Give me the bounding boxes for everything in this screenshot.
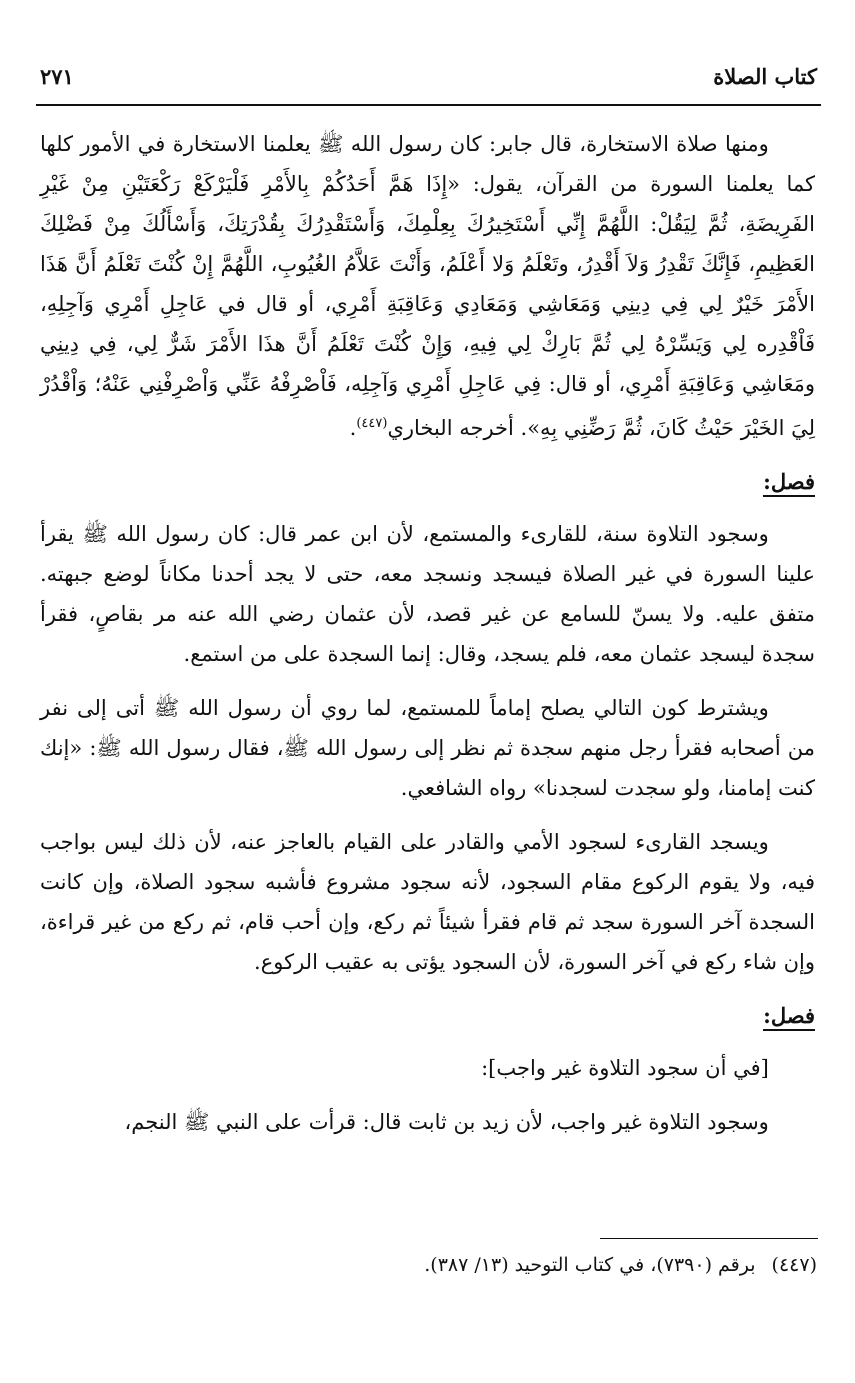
book-title: كتاب الصلاة: [713, 63, 817, 89]
paragraph-tilawa-3: ويسجد القارىء لسجود الأمي والقادر على القيام بالعاجز عنه، لأن ذلك ليس بواجب فيه، ولا يقوم الركوع مقام السجود، لأنه سجود مشروع فأشبه سجود الصلاة، وإن كانت السجدة آخر السورة سجد ثم قام فقرأ شيئاً ثم ركع، وإن أحب قام، ثم ركع من غير قراءة، وإن شاء ركع في آخر السورة، لأن السجود يؤتى به عقيب الركوع.: [40, 830, 815, 974]
paragraph-wajib: وسجود التلاوة غير واجب، لأن زيد بن ثابت قال: قرأت على النبي ﷺ النجم،: [124, 1110, 769, 1134]
main-text: [40, 124, 815, 1142]
header-rule: [36, 104, 821, 106]
footnote-number: (٤٤٧): [771, 1254, 817, 1276]
page-number: ٢٧١: [40, 63, 74, 89]
section-heading-fasl: فصل:: [40, 462, 815, 502]
section-heading-fasl: فصل:: [40, 996, 815, 1036]
footnote-reference: (٤٤٧): [356, 416, 388, 431]
footnote-text: برقم (٧٣٩٠)، في كتاب التوحيد (١٣/ ٣٨٧).: [424, 1254, 756, 1276]
paragraph-tilawa-1: وسجود التلاوة سنة، للقارىء والمستمع، لأن ابن عمر قال: كان رسول الله ﷺ يقرأ علينا السورة في غير الصلاة فيسجد ونسجد معه، حتى لا يجد أحدنا مكاناً لوضع جبهته. متفق عليه. ولا يسنّ للسامع عن غير قصد، لأن عثمان رضي الله عنه مر بقاصٍ، فقرأ سجدة ليسجد عثمان معه، فلم يسجد، وقال: إنما السجدة على من استمع.: [40, 522, 815, 666]
subheading: [في أن سجود التلاوة غير واجب]:: [481, 1056, 769, 1080]
footnote-rule: [600, 1238, 818, 1239]
paragraph-tilawa-2: ويشترط كون التالي يصلح إماماً للمستمع، لما روي أن رسول الله ﷺ أتى إلى نفر من أصحابه فقرأ رجل منهم سجدة ثم نظر إلى رسول الله ﷺ، فقال رسول الله ﷺ: «إنك كنت إمامنا، ولو سجدت لسجدنا» رواه الشافعي.: [40, 696, 815, 800]
running-header: [40, 56, 817, 96]
paragraph-istikhara: ومنها صلاة الاستخارة، قال جابر: كان رسول الله ﷺ يعلمنا الاستخارة في الأمور كلها كما يعلمنا السورة من القرآن، يقول: «إِذَا هَمَّ أَحَدُكُمْ بِالأَمْرِ فَلْيَرْكَعْ رَكْعَتَيْنِ مِنْ غَيْرِ الفَرِيضَةِ، ثُمَّ لِيَقُلْ: اللَّهُمَّ إِنِّي أَسْتَخِيرُكَ بِعِلْمِكَ، وَأَسْتَقْدِرُكَ بِقُدْرَتِكَ، وَأَسْأَلُكَ مِنْ فَضْلِكَ العَظِيمِ، فَإِنَّكَ تَقْدِرُ وَلاَ أَقْدِرُ، وتَعْلَمُ وَلا أَعْلَمُ، وَأَنْتَ عَلاَّمُ الغُيُوبِ، اللَّهُمَّ إِنْ كُنْتَ تَعْلَمُ أَنَّ هَذَا الأَمْرَ خَيْرٌ لِي فِي دِينِي وَمَعَاشِي وَمَعَادِي وَعَاقِبَةِ أَمْرِي، أو قال في عَاجِلِ أَمْرِي وَآجِلِهِ، فَاْقْدِره لِي وَيَسِّرْهُ لِي ثُمَّ بَارِكْ لِي فِيهِ، وَإِنْ كُنْتَ تَعْلَمُ أَنَّ هذَا الأَمْرَ شَرٌّ لِي، فِي دِينِي ومَعَاشِي وَعَاقِبَةِ أَمْرِي، أو قال: فِي عَاجِلِ أَمْرِي وَآجِلِه، فَاْصْرِفْهُ عَنِّي وَاْصْرِفْنِي عَنْهُ؛ وَاْقْدُرْ لِيَ الخَيْرَ حَيْثُ كَانَ، ثُمَّ رَضِّنِي بِهِ». أخرجه البخاري$^{(٤٤٧)}$.: [40, 132, 815, 440]
footnote: [40, 1248, 817, 1282]
